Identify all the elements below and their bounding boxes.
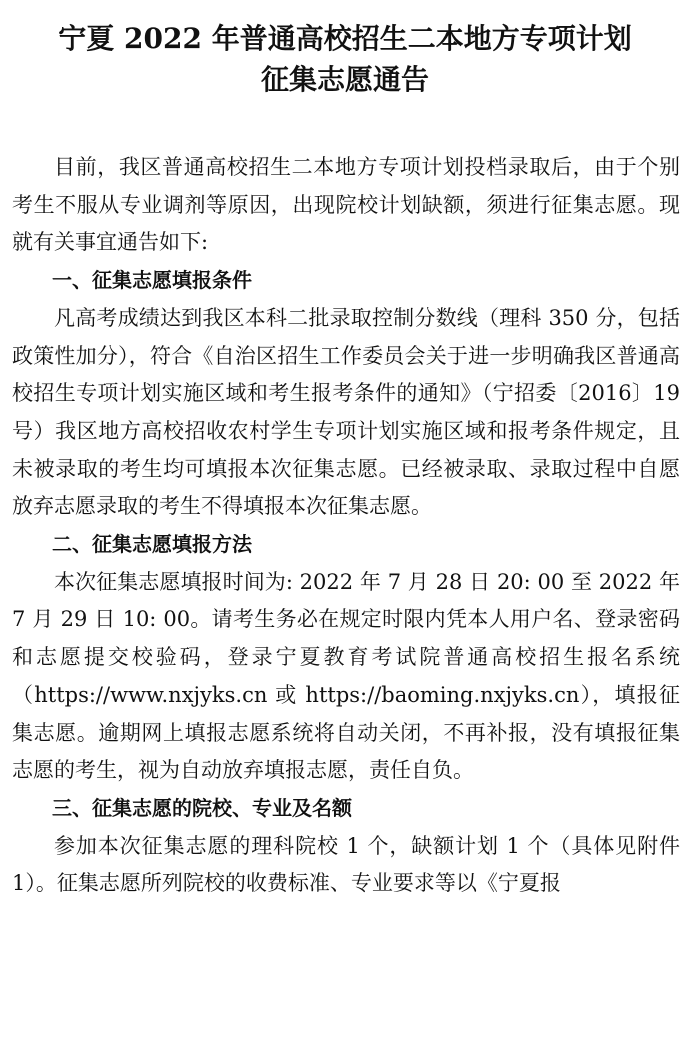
document-title-line-1: 宁夏 2022 年普通高校招生二本地方专项计划: [58, 22, 632, 55]
document-title-line-2: 征集志愿通告: [260, 63, 429, 96]
section-heading-schools: 三、征集志愿的院校、专业及名额: [52, 795, 352, 820]
method-paragraph: 本次征集志愿填报时间为: 2022 年 7 月 28 日 20: 00 至 2022 年 7 月 29 日 10: 00。请考生务必在规定时限内凭本人用户名、登录密码和志愿提交校验码，登录宁夏教育考试院普通高校招生报名系统（https://www.nxjyks.cn 或 https://baoming.nxjyks.cn），填报征集志愿。逾期网上填报志愿系统将自动关闭，不再补报，没有填报征集志愿的考生，视为自动放弃填报志愿，责任自负。: [12, 569, 680, 783]
section-heading-conditions: 一、征集志愿填报条件: [52, 268, 252, 293]
conditions-paragraph: 凡高考成绩达到我区本科二批录取控制分数线（理科 350 分，包括政策性加分），符合《自治区招生工作委员会关于进一步明确我区普通高校招生专项计划实施区域和考生报考条件的通知》（宁招委〔2016〕19 号）我区地方高校招收农村学生专项计划实施区域和报考条件规定，且未被录取的考生均可填报本次征集志愿。已经被录取、录取过程中自愿放弃志愿录取的考生不得填报本次征集志愿。: [12, 305, 680, 519]
section-heading-method: 二、征集志愿填报方法: [52, 532, 252, 557]
intro-paragraph: 目前，我区普通高校招生二本地方专项计划投档录取后，由于个别考生不服从专业调剂等原因，出现院校计划缺额，须进行征集志愿。现就有关事宜通告如下:: [12, 155, 680, 255]
schools-paragraph: 参加本次征集志愿的理科院校 1 个，缺额计划 1 个（具体见附件 1）。征集志愿所列院校的收费标准、专业要求等以《宁夏报: [12, 833, 680, 896]
document-body: [12, 149, 680, 903]
